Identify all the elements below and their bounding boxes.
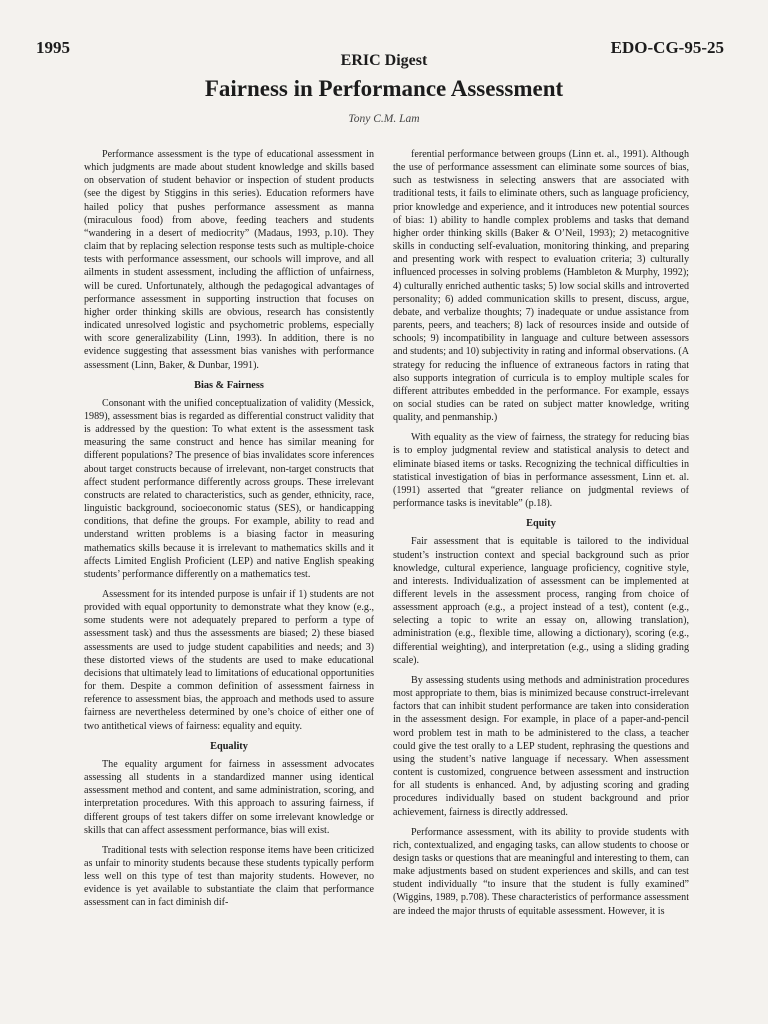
paragraph: Performance assessment, with its ability to provide students with rich, contextualized, and engaging tasks, can allow students to choose or design tasks or questions that are meaningful and interesting to them, can make adjustments based on student experiences and skills, and can test student individually “to insure that the student is fully examined” (Wiggins, 1989, p.708). These characteristics of performance assessment are indeed the major thrusts of equitable assessment. However, it is xyxy=(393,826,690,917)
paragraph: Performance assessment is the type of educational assessment in which judgments are made about student knowledge and skills based on observation of student behavior or inspection of student products (see the digest by Stiggins in this series). Education reformers have hailed policy that pushes performance assessment as manna (miraculous food) from above, feeding teachers and students “wandering in a desert of mediocrity” (Madaus, 1993, p.10). They claim that by replacing selection response tests such as multiple-choice tests with performance assessment, our schools will improve, and all ailments in student assessment, including the affliction of unfairness, will be cured. Unfortunately, although the pedagogical advantages of performance assessment in supporting instruction that focuses on higher order thinking skills are obvious, research has consistently indicated unresolved logistic and psychometric problems, especially with score generalizability (Linn, 1993). In addition, there is no evidence suggesting that assessment bias vanishes with performance assessment (Linn, Baker, & Dunbar, 1991). xyxy=(84,149,374,371)
paragraph: Consonant with the unified conceptualization of validity (Messick, 1989), assessment bias is regarded as differential construct validity that is addressed by the question: To what extent is the assessment task measuring the same construct and hence has similar meaning for different populations? The presence of bias invalidates score inferences about target constructs because of irrelevant, non-target constructs that affect student performance differently across groups. These irrelevant constructs are related to characteristics, such as gender, ethnicity, race, linguistic background, socioeconomic status (SES), or handicapping conditions, that define the groups. For example, ability to read and understand written problems is a biasing factor in measuring mathematics skills because it is irrelevant to mathematics skills and it affects Limited English Proficient (LEP) and native English speaking students’ performance differently on a mathematics test. xyxy=(84,397,374,580)
document-number: EDO-CG-95-25 xyxy=(610,38,724,57)
paragraph: Assessment for its intended purpose is unfair if 1) students are not provided with equal opportunity to demonstrate what they know (e.g., some students were not adequately prepared to perform a type of assessment task) and thus the assessments are biased; 2) these biased assessments are used to judge student capabilities and needs; and 3) these distorted views of the students are used to make educational decisions that ultimately lead to limitations of educational opportunities for them. Despite a common definition of assessment fairness in reference to assessment bias, the approach and methods used to assure fairness are nevertheless determined by one’s choice of either one of two antithetical views of fairness: equality and equity. xyxy=(84,589,374,732)
paragraph: Traditional tests with selection response items have been criticized as unfair to minority students because these students typically perform less well on this type of test than majority students. However, no evidence is yet available to substantiate the claim that performance assessment can in fact diminish dif- xyxy=(84,844,374,909)
document-title: Fairness in Performance Assessment xyxy=(204,76,564,101)
paragraph: Fair assessment that is equitable is tailored to the individual student’s instruction context and special background such as prior knowledge, cultural experience, language proficiency, cognitive style, and interests. Individualization of assessment can be implemented at different levels in the assessment process, ranging from choice of assessment approach (e.g., a project instead of a test), content (e.g., selecting a topic to write an essay on, allowing translation), administration (e.g., flexible time, allowing a dictionary), scoring (e.g., differential weighting), and interpretation (e.g., using a sliding grading scale). xyxy=(393,536,689,666)
paragraph: ferential performance between groups (Linn et. al., 1991). Although the use of performance assessment can eliminate some sources of bias, such as testwisness in selecting answers that are associated with traditional tests, it fails to eliminate others, such as language proficiency, prior knowledge and experience, and it introduces new potential sources of bias: 1) ability to handle complex problems and tasks that demand higher order thinking skills (Baker & O’Neil, 1993); 2) metacognitive skills in conducting self-evaluation, monitoring thinking, and preparing and presenting work with respect to evaluation criteria; 3) culturally influenced processes in solving problems (Hambleton & Murphy, 1992); 4) culturally enriched authentic tasks; 5) low social skills and introverted personality; 6) added communication skills to present, discuss, argue, debate, and verbalize thoughts; 7) inadequate or undue assistance from parents, peers, and teachers; 8) lack of resources inside and outside of schools; 9) incompatibility in language and culture between assessors and students; and 10) subjectivity in rating and informal observations. (A strategy for reducing the influence of extraneous factors in rating that also supports integration of curricula is to employ multiple scales for different attributes embedded in the performance. For example, essays on social studies can be rated on subject matter knowledge, writing quality, and penmanship.) xyxy=(393,149,689,424)
right-column xyxy=(393,148,689,925)
section-heading-equality: Equality xyxy=(210,740,248,752)
left-column xyxy=(84,148,374,917)
paragraph: With equality as the view of fairness, the strategy for reducing bias is to employ judgmental review and statistical analysis to detect and eliminate biased items or tasks. Recognizing the technical difficulties in statistical investigation of bias in performance assessment, Linn et. al. (1991) asserted that “greater reliance on judgmental reviews of performance tasks is inevitable” (p.18). xyxy=(393,432,689,510)
paragraph: By assessing students using methods and administration procedures most appropriate to them, bias is minimized because construct-irrelevant factors that can inhibit student performance are taken into consideration in the assessment design. For example, in place of a paper-and-pencil word problem test in math to be administered to the class, a teacher could give the test orally to a LEP student, rephrasing the questions and using the student’s native language if necessary. When assessment content is customized, congruence between assessment and instruction for all students is enhanced. And, by adjusting scoring and grading procedures individually based on student background and prior achievement, fairness is directly addressed. xyxy=(393,674,689,818)
section-heading-bias-fairness: Bias & Fairness xyxy=(194,379,264,391)
author-name: Tony C.M. Lam xyxy=(348,113,420,125)
series-name: ERIC Digest xyxy=(340,52,428,69)
section-heading-equity: Equity xyxy=(526,518,556,530)
paragraph: The equality argument for fairness in assessment advocates assessing all students in a standardized manner using identical assessment method and content, and same administration, scoring, and interpretation procedures. With this approach to assuring fairness, if different groups of test takers differ on some irrelevant knowledge or skills that can affect assessment performance, bias will exist. xyxy=(84,758,374,836)
publication-year: 1995 xyxy=(36,38,70,57)
